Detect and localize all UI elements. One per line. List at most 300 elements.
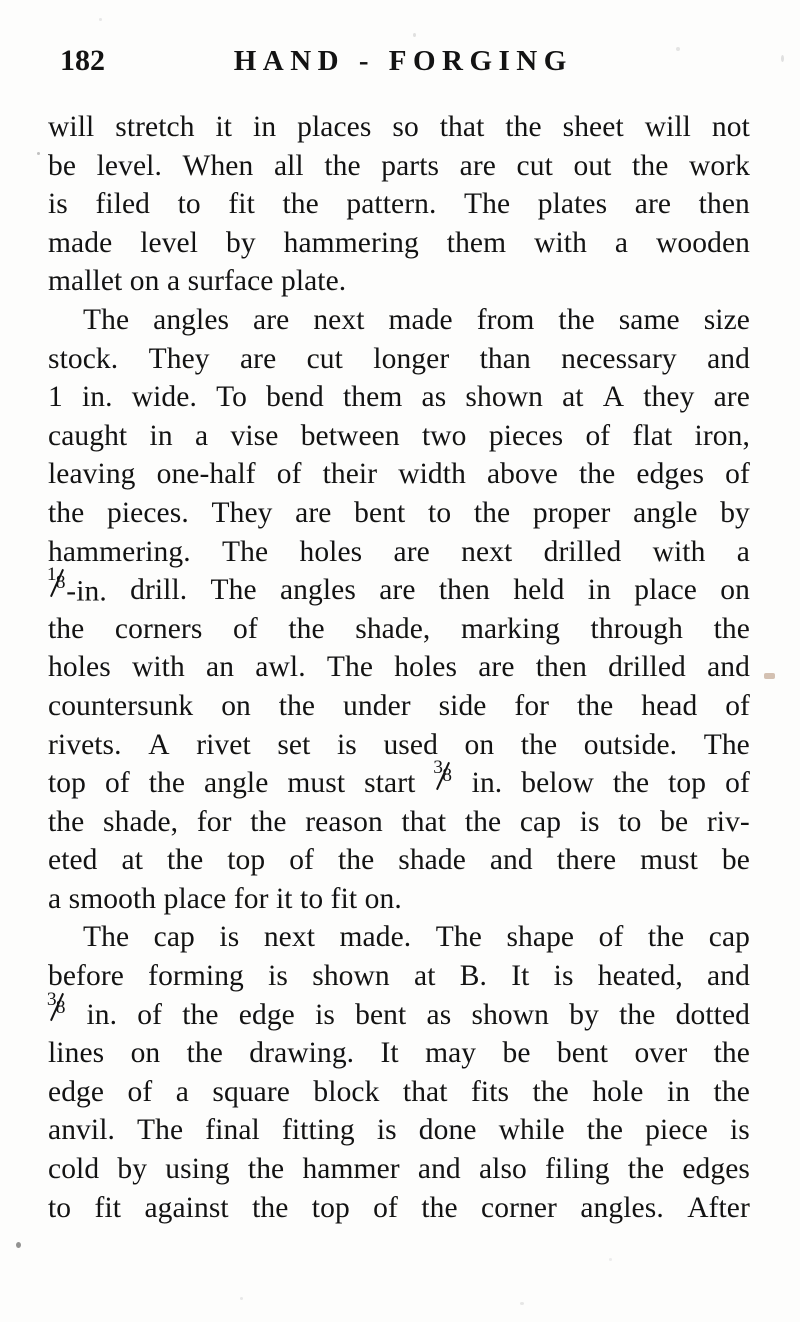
- word: are: [253, 303, 290, 336]
- word: side: [438, 689, 487, 722]
- word: are: [478, 651, 515, 684]
- word: to: [428, 496, 452, 529]
- word: shape: [506, 921, 575, 954]
- word: bent: [355, 998, 407, 1031]
- word: angle: [633, 496, 698, 529]
- word: a: [194, 419, 209, 452]
- word: rivets.: [48, 728, 122, 761]
- word: A: [602, 381, 625, 414]
- word: outside.: [583, 728, 678, 761]
- word: fit: [228, 188, 255, 221]
- word: It: [380, 1037, 399, 1070]
- word: angles: [279, 574, 356, 607]
- word: 1 8 -in.: [46, 564, 107, 608]
- word: against: [144, 1191, 229, 1224]
- word: on: [720, 574, 750, 607]
- word: the: [421, 1191, 458, 1224]
- word: head: [641, 689, 698, 722]
- word: holes: [299, 535, 363, 568]
- word: [46, 988, 66, 1035]
- word: to: [618, 805, 642, 838]
- word: on: [464, 728, 495, 761]
- word: of: [585, 419, 611, 452]
- word: The: [137, 1114, 184, 1147]
- word: and: [707, 651, 750, 684]
- word: block: [313, 1075, 380, 1108]
- word: the: [586, 1114, 624, 1147]
- word: filing: [545, 1153, 610, 1186]
- word: of: [276, 458, 302, 491]
- word: also: [478, 1153, 527, 1186]
- word: top: [311, 1191, 350, 1224]
- word: They: [148, 342, 210, 375]
- text-line: [48, 726, 750, 765]
- word: in: [253, 111, 277, 143]
- word: be: [660, 805, 689, 838]
- word: is: [336, 728, 357, 761]
- word: The: [464, 188, 511, 221]
- word: at: [414, 960, 436, 993]
- word: must: [287, 767, 346, 800]
- word: out: [573, 149, 612, 182]
- word: edge: [238, 998, 295, 1031]
- word: from: [476, 303, 535, 336]
- word: are: [459, 149, 496, 182]
- word: be: [48, 149, 77, 182]
- word: in: [149, 419, 173, 452]
- text-line: [48, 108, 750, 147]
- text-line: [48, 224, 750, 263]
- word: piece: [645, 1114, 708, 1147]
- word: necessary: [561, 342, 677, 375]
- word: [433, 757, 453, 803]
- word: hammering.: [48, 535, 191, 568]
- word: made.: [339, 921, 412, 954]
- word: in.: [86, 998, 118, 1031]
- word: made: [388, 303, 453, 336]
- word: eted: [48, 844, 98, 877]
- word: the: [627, 1153, 665, 1186]
- word: shade: [398, 844, 466, 877]
- word: by: [569, 998, 599, 1031]
- text-line: [48, 1073, 750, 1112]
- word: bend: [266, 381, 324, 414]
- word: parts: [381, 149, 440, 182]
- word: the: [578, 458, 616, 491]
- text-line: [48, 803, 750, 842]
- word: and: [489, 844, 533, 877]
- word: cap: [153, 921, 195, 954]
- text-line: [48, 494, 750, 533]
- word: level: [140, 226, 199, 259]
- word: the: [324, 149, 361, 182]
- fraction-glyph: 3 8: [434, 764, 452, 794]
- word: they: [643, 381, 695, 414]
- word: heated,: [597, 960, 683, 993]
- word: drawing.: [249, 1037, 355, 1070]
- word: holes: [48, 651, 111, 684]
- word: the: [252, 1191, 289, 1224]
- word: the: [278, 689, 316, 722]
- word: width: [398, 458, 466, 491]
- word: are: [295, 496, 332, 529]
- word: sheet: [562, 111, 624, 143]
- word: pattern.: [346, 188, 437, 221]
- word: are: [713, 381, 750, 414]
- word: then: [535, 651, 587, 684]
- book-title-header: HAND - FORGING: [233, 45, 573, 77]
- word: at: [121, 844, 143, 877]
- word: forming: [148, 960, 244, 993]
- word: may: [425, 1037, 477, 1070]
- word: at: [562, 381, 584, 414]
- word: next: [461, 535, 513, 568]
- word: iron,: [694, 419, 750, 452]
- word: of: [725, 689, 750, 722]
- word: drilled: [543, 535, 622, 568]
- word: in.: [81, 381, 113, 414]
- word: the: [632, 149, 669, 182]
- word: be: [502, 1037, 531, 1070]
- word: work: [688, 149, 750, 182]
- word: with: [534, 226, 587, 259]
- word: them: [446, 226, 507, 259]
- word: one-half: [156, 458, 256, 491]
- word: of: [232, 612, 258, 645]
- word: edge: [48, 1075, 105, 1108]
- text-line: [48, 147, 750, 186]
- word: then: [698, 188, 750, 221]
- word: of: [137, 998, 163, 1031]
- fraction-glyph: 3 8: [48, 996, 66, 1026]
- paper-speck: [520, 1302, 524, 1305]
- word: places: [297, 111, 372, 143]
- word: The: [210, 574, 257, 607]
- word: not: [711, 111, 750, 143]
- word: caught: [48, 419, 128, 452]
- text-line: [48, 378, 750, 417]
- word: the: [48, 612, 85, 645]
- word: the: [647, 921, 685, 954]
- word: reason: [305, 805, 383, 838]
- word: corners: [114, 612, 203, 645]
- word: bent: [556, 1037, 609, 1070]
- word: They: [211, 496, 273, 529]
- word: next: [263, 921, 316, 954]
- text-line: [48, 533, 750, 572]
- word: The: [703, 728, 750, 761]
- word: cut: [306, 342, 343, 375]
- text-line: [48, 1150, 750, 1189]
- paper-speck: [16, 1242, 21, 1248]
- word: by: [225, 226, 256, 259]
- word: then: [438, 574, 491, 607]
- word: that: [402, 1075, 448, 1108]
- word: vise: [230, 419, 279, 452]
- word: the: [288, 612, 325, 645]
- word: done: [418, 1114, 477, 1147]
- text-line: [48, 918, 750, 957]
- running-head: [0, 40, 800, 82]
- word: angles.: [580, 1191, 664, 1224]
- word: drill.: [130, 574, 188, 607]
- word: dotted: [675, 998, 750, 1031]
- word: is: [579, 805, 600, 838]
- word: the: [713, 1075, 750, 1108]
- text-line: [48, 1111, 750, 1150]
- word: of: [373, 1191, 398, 1224]
- word: B.: [459, 960, 487, 993]
- word: the: [182, 998, 219, 1031]
- word: in: [587, 574, 611, 607]
- word: top: [668, 767, 707, 800]
- word: shown: [312, 960, 390, 993]
- word: start: [364, 767, 416, 800]
- word: and: [707, 342, 750, 375]
- word: above: [486, 458, 558, 491]
- word: there: [556, 844, 617, 877]
- word: as: [421, 381, 447, 414]
- word: filed: [95, 188, 151, 221]
- word: shown: [471, 998, 550, 1031]
- word: edges: [636, 458, 705, 491]
- word: top: [227, 844, 266, 877]
- word: set: [277, 728, 311, 761]
- word: stock.: [48, 342, 119, 375]
- word: next: [313, 303, 365, 336]
- paper-speck: [764, 673, 775, 679]
- word: on: [130, 1037, 161, 1070]
- word: rivet: [196, 728, 251, 761]
- word: the: [713, 1037, 750, 1070]
- word: that: [439, 111, 485, 143]
- word: is: [729, 1114, 750, 1147]
- word: edges: [682, 1153, 750, 1186]
- word: be: [721, 844, 750, 877]
- word: them: [343, 381, 403, 414]
- word: so: [392, 111, 419, 143]
- word: of: [725, 458, 750, 491]
- word: proper: [532, 496, 611, 529]
- word: bent: [354, 496, 406, 529]
- word: for: [514, 689, 550, 722]
- paper-speck: [609, 1258, 612, 1261]
- word: with: [131, 651, 185, 684]
- word: the: [532, 1075, 569, 1108]
- word: The: [326, 651, 374, 684]
- word: than: [479, 342, 531, 375]
- word: angles: [153, 303, 230, 336]
- word: The: [222, 535, 269, 568]
- word: by: [720, 496, 750, 529]
- text-line: [48, 648, 750, 687]
- word: size: [703, 303, 750, 336]
- word: the: [247, 1153, 285, 1186]
- word: as: [426, 998, 452, 1031]
- word: the: [520, 728, 558, 761]
- text-line: a smooth place for it to fit on.: [48, 882, 402, 915]
- word: of: [598, 921, 624, 954]
- word: through: [590, 612, 684, 645]
- word: anvil.: [48, 1114, 115, 1147]
- word: holes: [394, 651, 458, 684]
- word: pieces.: [107, 496, 189, 529]
- word: square: [212, 1075, 290, 1108]
- word: shade,: [103, 805, 179, 838]
- word: is: [268, 960, 289, 993]
- word: The: [83, 921, 130, 954]
- word: of: [725, 767, 750, 800]
- word: 1: [48, 381, 63, 414]
- word: hammering: [283, 226, 419, 259]
- word: used: [383, 728, 438, 761]
- word: the: [464, 805, 502, 838]
- word: To: [216, 381, 247, 414]
- word: over: [634, 1037, 688, 1070]
- word: the: [166, 844, 204, 877]
- word: under: [343, 689, 411, 722]
- word: pieces: [488, 419, 564, 452]
- text-line: [48, 301, 750, 340]
- text-line: [48, 340, 750, 379]
- word: while: [498, 1114, 565, 1147]
- word: the: [473, 496, 511, 529]
- word: to: [177, 188, 201, 221]
- text-line: [48, 687, 750, 726]
- word: a: [736, 535, 750, 568]
- paper-speck: [99, 18, 102, 21]
- text-line: [48, 185, 750, 224]
- paper-speck: [37, 152, 40, 155]
- word: a: [614, 226, 629, 259]
- word: the: [48, 496, 85, 529]
- text-line: [48, 1034, 750, 1073]
- word: fits: [470, 1075, 510, 1108]
- word: the: [612, 767, 650, 800]
- word: in.: [471, 767, 503, 800]
- word: fitting: [281, 1114, 355, 1147]
- word: wooden: [656, 226, 750, 259]
- word: are: [393, 535, 430, 568]
- word: their: [322, 458, 378, 491]
- fraction-glyph: 1 8: [48, 571, 66, 601]
- word: the: [713, 612, 750, 645]
- word: are: [239, 342, 277, 375]
- word: the: [148, 767, 186, 800]
- word: the: [250, 805, 287, 838]
- word: hammer: [302, 1153, 400, 1186]
- word: below: [521, 767, 594, 800]
- word: leaving: [48, 458, 136, 491]
- word: hole: [592, 1075, 644, 1108]
- word: are: [634, 188, 672, 221]
- word: it: [215, 111, 233, 143]
- page-number: 182: [60, 44, 105, 77]
- word: cap: [708, 921, 750, 954]
- word: is: [315, 998, 335, 1031]
- word: wide.: [131, 381, 197, 414]
- word: in: [666, 1075, 691, 1108]
- word: between: [300, 419, 400, 452]
- text-line: [46, 988, 750, 1035]
- word: will: [644, 111, 691, 143]
- word: shade,: [355, 612, 431, 645]
- text-line: [48, 455, 750, 494]
- word: is: [376, 1114, 397, 1147]
- word: must: [640, 844, 698, 877]
- word: that: [401, 805, 447, 838]
- word: A: [148, 728, 170, 761]
- word: to: [48, 1191, 72, 1224]
- word: made: [48, 226, 113, 259]
- word: the: [48, 805, 85, 838]
- word: a: [175, 1075, 189, 1108]
- word: shown: [465, 381, 543, 414]
- word: for: [196, 805, 232, 838]
- word: the: [619, 998, 656, 1031]
- word: the: [576, 689, 614, 722]
- word: flat: [632, 419, 673, 452]
- word: of: [127, 1075, 153, 1108]
- word: same: [618, 303, 680, 336]
- word: is: [48, 188, 68, 221]
- body-text-block: [48, 108, 750, 1227]
- word: riv-: [706, 805, 750, 838]
- word: stretch: [115, 111, 195, 143]
- word: using: [165, 1153, 230, 1186]
- word: The: [83, 303, 130, 336]
- word: with: [652, 535, 706, 568]
- text-line: [48, 417, 750, 456]
- text-line: [48, 957, 750, 996]
- word: will: [48, 111, 95, 143]
- text-line: [48, 757, 750, 803]
- word: It: [511, 960, 530, 993]
- word: level.: [96, 149, 162, 182]
- word: cut: [516, 149, 553, 182]
- word: is: [553, 960, 574, 993]
- word: by: [117, 1153, 148, 1186]
- word: held: [513, 574, 565, 607]
- paper-speck: [413, 33, 416, 37]
- word: the: [186, 1037, 223, 1070]
- word: the: [337, 844, 375, 877]
- paper-speck: [240, 1297, 243, 1300]
- word: are: [379, 574, 416, 607]
- word: plates: [537, 188, 608, 221]
- text-line: [48, 841, 750, 880]
- word: fit: [94, 1191, 122, 1224]
- word: The: [435, 921, 482, 954]
- word: When: [182, 149, 254, 182]
- word: cap: [519, 805, 562, 838]
- word: of: [289, 844, 314, 877]
- word: drilled: [608, 651, 686, 684]
- word: the: [282, 188, 319, 221]
- word: the: [558, 303, 595, 336]
- word: final: [205, 1114, 260, 1147]
- text-line: mallet on a surface plate.: [48, 265, 347, 298]
- word: the: [505, 111, 542, 143]
- word: and: [707, 960, 750, 993]
- word: before: [48, 960, 124, 993]
- word: lines: [48, 1037, 105, 1070]
- word: marking: [460, 612, 560, 645]
- word: longer: [373, 342, 450, 375]
- word: After: [687, 1191, 750, 1224]
- text-line: [48, 1189, 750, 1228]
- word: an: [206, 651, 235, 684]
